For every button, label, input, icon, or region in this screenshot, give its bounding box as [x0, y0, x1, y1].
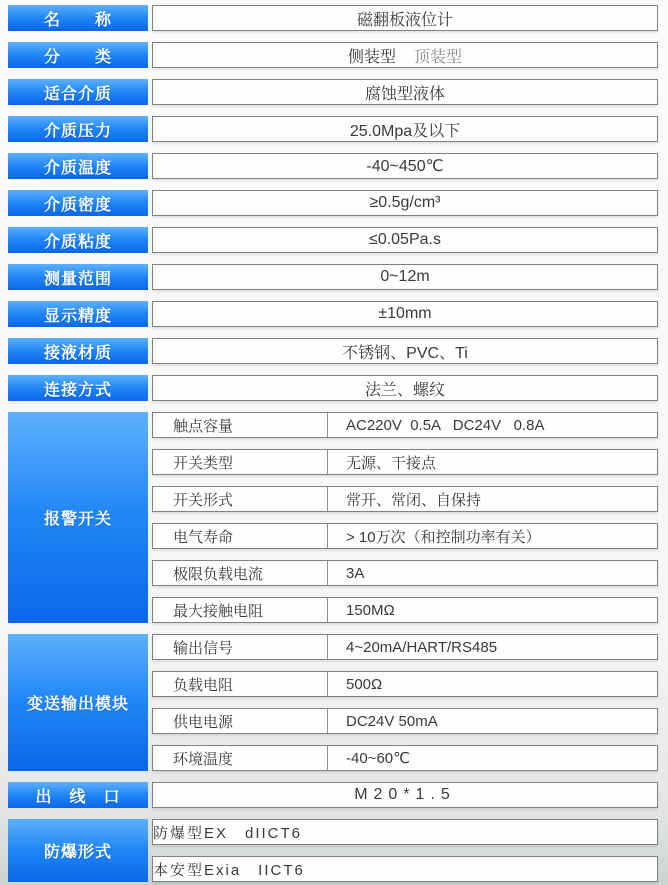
row-medium-viscosity [8, 227, 658, 253]
subrow-name: 负载电阻 [153, 672, 328, 696]
row-medium-temperature [8, 153, 658, 179]
value-text: 磁翻板液位计 [356, 11, 453, 29]
value-text: 不锈钢、PVC、Ti [342, 344, 468, 362]
row-label: 介质温度 [8, 153, 148, 179]
subrow-value: 无源、干接点 [346, 454, 437, 472]
row-display-accuracy [8, 301, 658, 327]
row-category [8, 42, 658, 68]
row-label: 连接方式 [8, 375, 148, 401]
subrow-cell [152, 560, 658, 586]
row-cable-outlet [8, 782, 658, 808]
row-value [152, 42, 658, 68]
row-value [152, 190, 658, 216]
subrow-cell [152, 486, 658, 512]
value-text: 本安型Exia IICT6 [153, 861, 305, 879]
subrow-name: 供电电源 [153, 709, 328, 733]
row-label: 分 类 [8, 42, 148, 68]
transmitter-output-section [8, 634, 658, 771]
subrow-intrinsically-safe-type [148, 856, 658, 882]
subrow-max-contact-resistance [148, 597, 658, 623]
row-label: 介质粘度 [8, 227, 148, 253]
subrow-name: 电气寿命 [153, 524, 328, 548]
value-text-primary: 侧装型 [347, 48, 396, 66]
row-name [8, 5, 658, 31]
row-label: 介质压力 [8, 116, 148, 142]
value-text: ≤0.05Pa.s [369, 231, 441, 248]
row-label: 适合介质 [8, 79, 148, 105]
row-measuring-range [8, 264, 658, 290]
row-label: 出 线 口 [8, 782, 148, 808]
value-text: -40~450℃ [366, 158, 444, 175]
value-text: 0~12m [380, 268, 430, 285]
subrow-value: 150MΩ [346, 601, 395, 619]
value-text: 腐蚀型液体 [364, 85, 445, 103]
transmitter-subrows [148, 634, 658, 771]
subrow-value: 3A [346, 564, 365, 582]
subrow-switch-type [148, 449, 658, 475]
value-text: ≥0.5g/cm³ [369, 194, 441, 211]
section-label-explosion-proof: 防爆形式 [8, 819, 148, 882]
subrow-value: -40~60℃ [346, 750, 410, 767]
subrow-contact-capacity [148, 412, 658, 438]
row-medium-density [8, 190, 658, 216]
row-suitable-medium [8, 79, 658, 105]
value-text-secondary: 顶装型 [414, 48, 463, 66]
row-label: 测量范围 [8, 264, 148, 290]
subrow-ambient-temperature [148, 745, 658, 771]
value-text: 25.0Mpa及以下 [349, 122, 461, 140]
alarm-switch-section [8, 412, 658, 623]
subrow-cell-centered [152, 856, 658, 882]
subrow-name: 触点容量 [153, 413, 328, 437]
row-value [152, 782, 658, 808]
section-label-alarm: 报警开关 [8, 412, 148, 623]
subrow-limit-load-current [148, 560, 658, 586]
subrow-cell-centered [152, 819, 658, 845]
row-value [152, 338, 658, 364]
value-text: M20*1.5 [354, 786, 456, 803]
subrow-cell [152, 745, 658, 771]
subrow-name: 极限负载电流 [153, 561, 328, 585]
subrow-value: AC220V 0.5A DC24V 0.8A [346, 416, 545, 434]
row-value [152, 116, 658, 142]
row-label: 介质密度 [8, 190, 148, 216]
subrow-name: 输出信号 [153, 635, 328, 659]
value-text: 防爆型EX dIICT6 [153, 824, 303, 842]
subrow-cell [152, 449, 658, 475]
subrow-value: 4~20mA/HART/RS485 [346, 638, 498, 656]
subrow-cell [152, 523, 658, 549]
subrow-name: 最大接触电阻 [153, 598, 328, 622]
alarm-subrows [148, 412, 658, 623]
subrow-value: > 10万次（和控制功率有关） [346, 528, 541, 546]
section-label-transmitter: 变送输出模块 [8, 634, 148, 771]
subrow-electrical-life [148, 523, 658, 549]
value-text: 法兰、螺纹 [364, 381, 445, 399]
subrow-cell [152, 671, 658, 697]
row-medium-pressure [8, 116, 658, 142]
subrow-value: 500Ω [346, 675, 383, 693]
subrow-cell [152, 412, 658, 438]
row-value [152, 79, 658, 105]
subrow-load-resistance [148, 671, 658, 697]
subrow-name: 开关形式 [153, 487, 328, 511]
subrow-value: 常开、常闭、自保持 [346, 491, 482, 509]
explosion-subrows [148, 819, 658, 882]
value-text: ±10mm [378, 305, 432, 322]
row-connection-type [8, 375, 658, 401]
row-wetted-material [8, 338, 658, 364]
row-label: 接液材质 [8, 338, 148, 364]
subrow-power-supply [148, 708, 658, 734]
subrow-cell [152, 634, 658, 660]
subrow-output-signal [148, 634, 658, 660]
row-value [152, 5, 658, 31]
subrow-value: DC24V 50mA [346, 712, 438, 730]
subrow-name: 开关类型 [153, 450, 328, 474]
subrow-cell [152, 708, 658, 734]
row-label: 名 称 [8, 5, 148, 31]
row-value [152, 153, 658, 179]
subrow-switch-form [148, 486, 658, 512]
row-value [152, 227, 658, 253]
explosion-proof-section [8, 819, 658, 882]
subrow-name: 环境温度 [153, 746, 328, 770]
subrow-cell [152, 597, 658, 623]
row-value [152, 375, 658, 401]
row-label: 显示精度 [8, 301, 148, 327]
row-value [152, 264, 658, 290]
row-value [152, 301, 658, 327]
subrow-flameproof-type [148, 819, 658, 845]
